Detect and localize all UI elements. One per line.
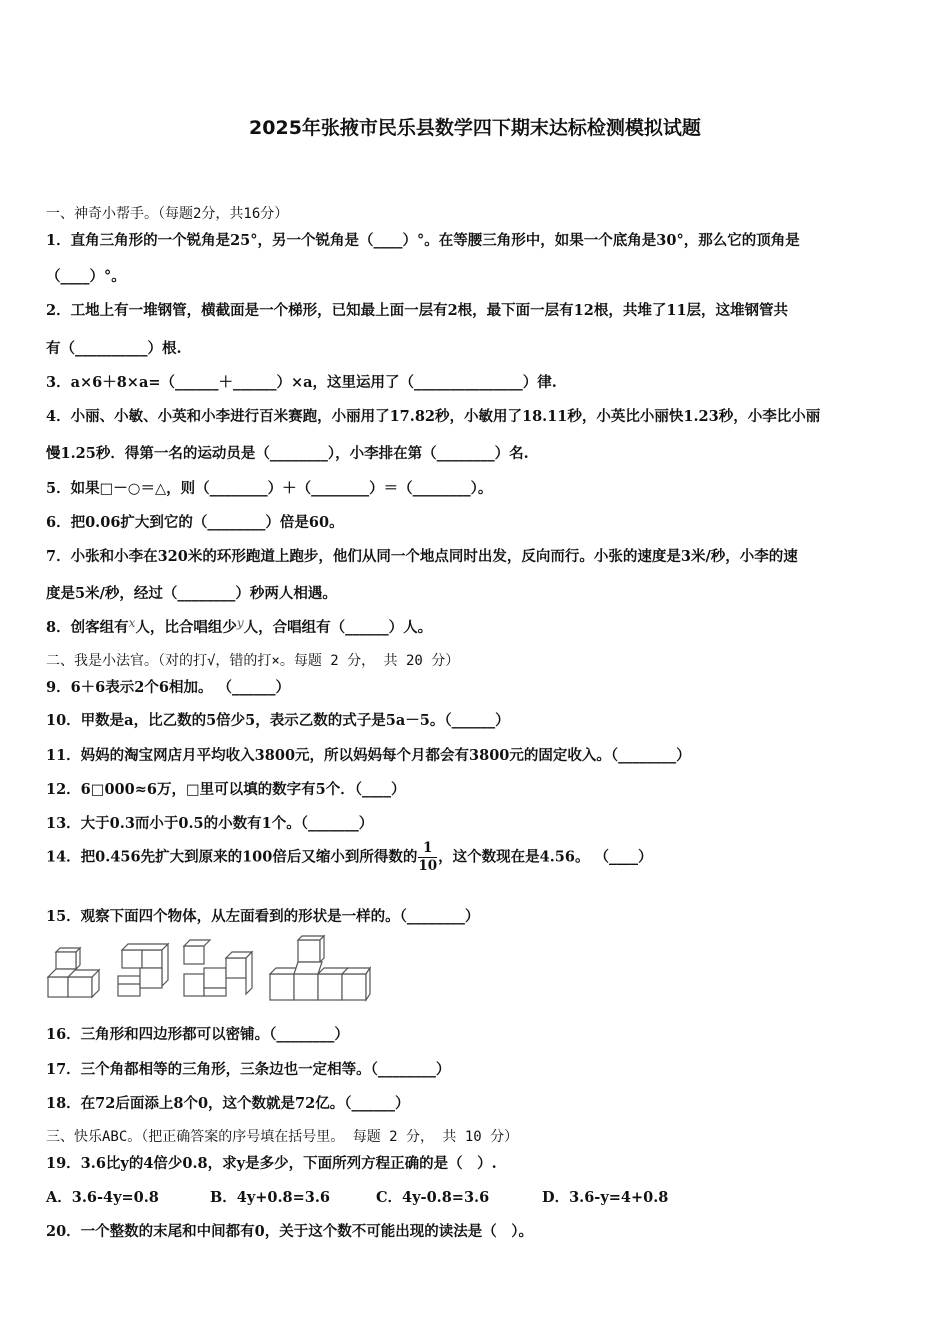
question-7-line-2: 度是5米/秒，经过（________）秒两人相遇。 xyxy=(46,585,337,602)
question-4-line-2: 慢1.25秒．得第一名的运动员是（________），小李排在第（________）名. xyxy=(46,445,529,462)
fraction-numerator: 1 xyxy=(423,840,433,856)
question-17: 17．三个角都相等的三角形，三条边也一定相等。（________） xyxy=(46,1061,451,1078)
question-19-options xyxy=(46,1186,906,1206)
figure-3 xyxy=(184,940,252,996)
section-2-heading: 二、我是小法官。（对的打√，错的打×。每题 2 分， 共 20 分） xyxy=(46,653,460,669)
cube-figures-icon xyxy=(44,932,374,1002)
question-8-part-1: 8．创客组有 xyxy=(46,619,129,636)
question-14-part-2: ，这个数现在是4.56。 （____） xyxy=(438,848,653,866)
option-a[interactable]: A．3.6-4y=0.8 xyxy=(46,1189,159,1206)
figure-1 xyxy=(48,948,99,997)
question-8-part-3: 人，合唱组有（______）人。 xyxy=(243,619,433,636)
figure-4 xyxy=(270,936,370,1000)
page-title: 2025年张掖市民乐县数学四下期末达标检测模拟试题 xyxy=(249,117,701,139)
question-13: 13．大于0.3而小于0.5的小数有1个。（_______） xyxy=(46,815,374,832)
option-d[interactable]: D．3.6-y=4+0.8 xyxy=(542,1189,669,1206)
question-5: 5．如果□－○＝△，则（________）＋（________）＝（________）。 xyxy=(46,480,493,497)
question-1-line-2: （____）°。 xyxy=(46,268,126,285)
question-4-line-1: 4．小丽、小敏、小英和小李进行百米赛跑，小丽用了17.82秒，小敏用了18.11秒，小英比小丽快1.23秒，小李比小丽 xyxy=(46,408,821,425)
question-1-line-1: 1．直角三角形的一个锐角是25°，另一个锐角是（____）°。在等腰三角形中，如果一个底角是30°，那么它的顶角是 xyxy=(46,232,800,249)
question-11: 11．妈妈的淘宝网店月平均收入3800元，所以妈妈每个月都会有3800元的固定收入。（________） xyxy=(46,747,691,764)
question-19: 19．3.6比y的4倍少0.8，求y是多少，下面所列方程正确的是（ ）. xyxy=(46,1155,497,1172)
question-8 xyxy=(46,616,432,637)
question-10: 10．甲数是a，比乙数的5倍少5，表示乙数的式子是5a－5。（______） xyxy=(46,712,510,729)
figure-2 xyxy=(118,944,168,996)
question-7-line-1: 7．小张和小李在320米的环形跑道上跑步，他们从同一个地点同时出发，反向而行。小张的速度是3米/秒，小李的速 xyxy=(46,548,798,565)
question-9: 9．6＋6表示2个6相加。 （______） xyxy=(46,679,290,696)
section-1-heading: 一、神奇小帮手。（每题2分，共16分） xyxy=(46,206,289,222)
question-12: 12．6□000≈6万，□里可以填的数字有5个．（____） xyxy=(46,781,406,798)
option-b[interactable]: B．4y+0.8=3.6 xyxy=(210,1189,331,1206)
section-3-heading: 三、快乐ABC。（把正确答案的序号填在括号里。 每题 2 分， 共 10 分） xyxy=(46,1129,519,1145)
variable-x: x xyxy=(128,616,136,630)
question-8-part-2: 人，比合唱组少 xyxy=(135,619,237,636)
question-16: 16．三角形和四边形都可以密铺。（________） xyxy=(46,1026,349,1043)
fraction-one-tenth xyxy=(418,840,437,875)
question-14-part-1: 14．把0.456先扩大到原来的100倍后又缩小到所得数的 xyxy=(46,848,418,866)
option-c[interactable]: C．4y-0.8=3.6 xyxy=(376,1189,490,1206)
question-3: 3．a×6＋8×a=（______＋______）×a，这里运用了（_______________）律. xyxy=(46,374,557,391)
question-2-line-2: 有（__________）根. xyxy=(46,340,182,357)
question-15: 15．观察下面四个物体，从左面看到的形状是一样的。（________） xyxy=(46,908,480,925)
variable-y: y xyxy=(236,616,244,630)
question-20: 20．一个整数的末尾和中间都有0，关于这个数不可能出现的读法是（ ）。 xyxy=(46,1223,534,1240)
question-6: 6．把0.06扩大到它的（________）倍是60。 xyxy=(46,514,344,531)
question-14 xyxy=(46,840,653,875)
fraction-denominator: 10 xyxy=(418,858,438,874)
question-2-line-1: 2．工地上有一堆钢管，横截面是一个梯形，已知最上面一层有2根，最下面一层有12根，共堆了11层，这堆钢管共 xyxy=(46,302,789,319)
question-18: 18．在72后面添上8个0，这个数就是72亿。（______） xyxy=(46,1095,410,1112)
